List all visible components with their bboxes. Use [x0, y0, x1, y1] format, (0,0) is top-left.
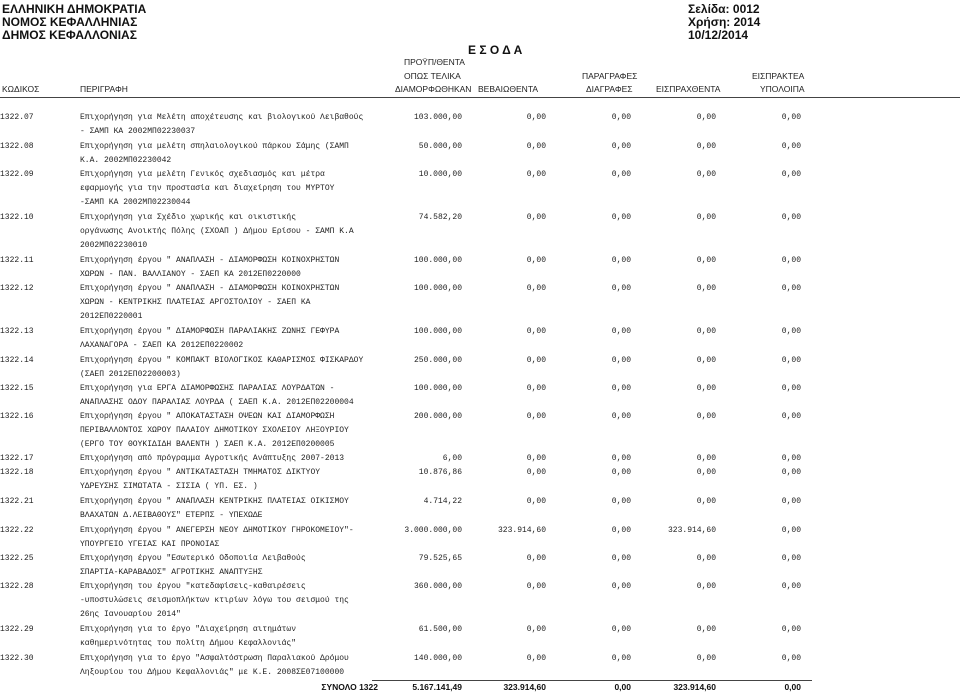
row-remaining: 0,00: [781, 142, 801, 151]
row-budget: 61.500,00: [418, 625, 462, 634]
row-code: 1322.17: [0, 454, 34, 463]
row-deletions: 0,00: [611, 468, 631, 477]
row-budget: 10.876,86: [418, 468, 462, 477]
col-code: ΚΩΔΙΚΟΣ: [2, 84, 40, 94]
row-code: 1322.18: [0, 468, 34, 477]
row-code: 1322.09: [0, 170, 34, 179]
row-budget: 103.000,00: [413, 113, 462, 122]
row-budget: 250.000,00: [413, 356, 462, 365]
row-remaining: 0,00: [781, 384, 801, 393]
row-deletions: 0,00: [611, 582, 631, 591]
row-budget: 74.582,20: [418, 213, 462, 222]
row-description: Επιχορήγηση έργου " ΔΙΑΜΟΡΦΩΣΗ ΠΑΡΑΛΙΑΚΗΣ ΖΩΝΗΣ ΓΕΦΥΡΑ ΛΑΧΑΝΑΓΟΡΑ - ΣΑΕΠ ΚΑ 2012ΕΠ0220002: [80, 327, 340, 350]
row-deletions: 0,00: [611, 142, 631, 151]
row-description: Επιχορήγηση έργου " ΑΝΤΙΚΑΤΑΣΤΑΣΗ ΤΜΗΜΑΤΟΣ ΔΙΚΤΥΟΥ ΥΔΡΕΥΣΗΣ ΣΙΜΩΤΑΤΑ - ΣΙΣΙΑ ( ΥΠ. ΕΣ. ): [80, 468, 321, 491]
col-description: ΠΕΡΙΓΡΑΦΗ: [80, 84, 128, 94]
row-deletions: 0,00: [611, 256, 631, 265]
totals-divider: [372, 680, 812, 681]
row-collected: 0,00: [696, 412, 716, 421]
row-code: 1322.12: [0, 284, 34, 293]
row-deletions: 0,00: [611, 170, 631, 179]
row-budget: 100.000,00: [413, 284, 462, 293]
row-budget: 100.000,00: [413, 384, 462, 393]
row-collected: 0,00: [696, 468, 716, 477]
row-collected: 0,00: [696, 497, 716, 506]
row-remaining: 0,00: [781, 213, 801, 222]
row-certified: 0,00: [526, 384, 546, 393]
row-code: 1322.16: [0, 412, 34, 421]
fiscal-year: Χρήση: 2014: [688, 15, 761, 29]
row-code: 1322.10: [0, 213, 34, 222]
row-deletions: 0,00: [611, 356, 631, 365]
row-budget: 50.000,00: [418, 142, 462, 151]
totals-remaining: 0,00: [784, 682, 801, 692]
row-code: 1322.30: [0, 654, 34, 663]
row-remaining: 0,00: [781, 497, 801, 506]
row-description: Επιχορήγηση έργου " ΑΝΕΓΕΡΣΗ ΝΕΟΥ ΔΗΜΟΤΙΚΟΥ ΓΗΡΟΚΟΜΕΙΟΥ"- ΥΠΟΥΡΓΕΙΟ ΥΓΕΙΑΣ ΚΑΙ ΠΡΟΝΟΙΑΣ: [80, 526, 354, 549]
row-description: Επιχορήγηση για μελέτη σπηλαιολογικού πάρκου Σάμης (ΣΑΜΠ Κ.Α. 2002ΜΠ02230042: [80, 142, 349, 165]
row-code: 1322.28: [0, 582, 34, 591]
col-deletions-top: ΠΑΡΑΓΡΑΦΕΣ: [582, 71, 638, 81]
col-budget: ΔΙΑΜΟΡΦΩΘΗΚΑΝ: [395, 84, 472, 94]
row-collected: 0,00: [696, 384, 716, 393]
org-name-line3: ΔΗΜΟΣ ΚΕΦΑΛΛΟΝΙΑΣ: [2, 28, 137, 42]
row-remaining: 0,00: [781, 468, 801, 477]
row-deletions: 0,00: [611, 327, 631, 336]
row-remaining: 0,00: [781, 526, 801, 535]
row-collected: 0,00: [696, 454, 716, 463]
row-certified: 0,00: [526, 497, 546, 506]
row-remaining: 0,00: [781, 113, 801, 122]
section-title: Ε Σ Ο Δ Α: [468, 43, 523, 57]
row-budget: 140.000,00: [413, 654, 462, 663]
row-remaining: 0,00: [781, 412, 801, 421]
col-certified: ΒΕΒΑΙΩΘΕΝΤΑ: [478, 84, 539, 94]
row-certified: 0,00: [526, 654, 546, 663]
row-budget: 3.000.000,00: [404, 526, 462, 535]
row-certified: 0,00: [526, 170, 546, 179]
page-number: Σελίδα: 0012: [688, 2, 760, 16]
row-code: 1322.29: [0, 625, 34, 634]
row-collected: 0,00: [696, 554, 716, 563]
row-collected: 323.914,60: [667, 526, 716, 535]
row-remaining: 0,00: [781, 654, 801, 663]
row-remaining: 0,00: [781, 356, 801, 365]
row-deletions: 0,00: [611, 497, 631, 506]
totals-budget: 5.167.141,49: [412, 682, 462, 692]
row-deletions: 0,00: [611, 526, 631, 535]
row-code: 1322.08: [0, 142, 34, 151]
row-certified: 0,00: [526, 454, 546, 463]
row-budget: 79.525,65: [418, 554, 462, 563]
org-name-line2: ΝΟΜΟΣ ΚΕΦΑΛΛΗΝΙΑΣ: [2, 15, 138, 29]
row-description: Επιχορήγηση έργου "Εσωτερικό Οδοποιία Λειβαθούς ΣΠΑΡΤΙΑ-ΚΑΡΑΒΑΔΟΣ" ΑΓΡΟΤΙΚΗΣ ΑΝΑΠΤΥΞΗΣ: [80, 554, 306, 577]
row-remaining: 0,00: [781, 625, 801, 634]
row-code: 1322.11: [0, 256, 34, 265]
row-budget: 200.000,00: [413, 412, 462, 421]
row-remaining: 0,00: [781, 454, 801, 463]
row-budget: 100.000,00: [413, 327, 462, 336]
row-description: Επιχορήγηση έργου " ΑΝΑΠΛΑΣΗ - ΔΙΑΜΟΡΦΩΣΗ ΚΟΙΝΟΧΡΗΣΤΩΝ ΧΩΡΩΝ - ΚΕΝΤΡΙΚΗΣ ΠΛΑΤΕΙΑΣ ΑΡΓΟΣΤΟΛΙΟΥ - ΣΑΕΠ ΚΑ 2012ΕΠ0220001: [80, 284, 340, 321]
row-budget: 6,00: [442, 454, 462, 463]
row-remaining: 0,00: [781, 170, 801, 179]
row-deletions: 0,00: [611, 625, 631, 634]
row-collected: 0,00: [696, 625, 716, 634]
row-remaining: 0,00: [781, 327, 801, 336]
report-date: 10/12/2014: [688, 28, 749, 42]
row-code: 1322.07: [0, 113, 34, 122]
row-description: Επιχορήγηση για μελέτη Γενικός σχεδιασμός και μέτρα εφαρμογής για την προστασία και διαχείρηση του ΜΥΡΤΟΥ -ΣΑΜΠ ΚΑ 2002ΜΠ02230044: [80, 170, 335, 207]
row-deletions: 0,00: [611, 654, 631, 663]
row-certified: 0,00: [526, 554, 546, 563]
row-deletions: 0,00: [611, 554, 631, 563]
row-certified: 0,00: [526, 582, 546, 591]
row-deletions: 0,00: [611, 454, 631, 463]
row-certified: 0,00: [526, 113, 546, 122]
row-description: Επιχορήγηση για το έργο "Διαχείρηση αιτημάτων καθημερινότητας του πολίτη Δήμου Κεφαλλονιάς": [80, 625, 297, 648]
row-collected: 0,00: [696, 356, 716, 365]
row-remaining: 0,00: [781, 256, 801, 265]
row-certified: 323.914,60: [497, 526, 546, 535]
org-name-line1: ΕΛΛΗΝΙΚΗ ΔΗΜΟΚΡΑΤΙΑ: [2, 2, 147, 16]
row-deletions: 0,00: [611, 412, 631, 421]
row-collected: 0,00: [696, 113, 716, 122]
row-certified: 0,00: [526, 142, 546, 151]
row-description: Επιχορήγηση για το έργο "Ασφαλτόστρωση Παραλιακού Δρόμου Ληξουρίου του Δήμου Κεφαλλονιάς" με Κ.Ε. 2008ΣΕ07100000: [80, 654, 349, 677]
row-description: Επιχορήγηση για Μελέτη αποχέτευσης και βιολογικού Λειβαθούς - ΣΑΜΠ ΚΑ 2002ΜΠ02230037: [80, 113, 364, 136]
row-certified: 0,00: [526, 625, 546, 634]
row-budget: 360.000,00: [413, 582, 462, 591]
totals-label: ΣΥΝΟΛΟ 1322: [321, 682, 378, 692]
row-collected: 0,00: [696, 284, 716, 293]
row-collected: 0,00: [696, 213, 716, 222]
col-budget-top1: ΠΡΟΫΠ/ΘΕΝΤΑ: [404, 57, 465, 67]
row-certified: 0,00: [526, 468, 546, 477]
col-budget-top2: ΟΠΩΣ ΤΕΛΙΚΑ: [404, 71, 461, 81]
col-collected: ΕΙΣΠΡΑΧΘΕΝΤΑ: [656, 84, 721, 94]
row-code: 1322.25: [0, 554, 34, 563]
col-remaining: ΥΠΟΛΟΙΠΑ: [760, 84, 805, 94]
row-remaining: 0,00: [781, 554, 801, 563]
row-code: 1322.22: [0, 526, 34, 535]
row-description: Επιχορήγηση έργου " ΑΝΑΠΛΑΣΗ ΚΕΝΤΡΙΚΗΣ ΠΛΑΤΕΙΑΣ ΟΙΚΙΣΜΟΥ ΒΛΑΧΑΤΩΝ Δ.ΛΕΙΒΑΘΟΥΣ" ΕΤΕΡΠΣ - ΥΠΕΧΩΔΕ: [80, 497, 349, 520]
row-collected: 0,00: [696, 142, 716, 151]
row-code: 1322.13: [0, 327, 34, 336]
row-deletions: 0,00: [611, 113, 631, 122]
row-collected: 0,00: [696, 654, 716, 663]
row-deletions: 0,00: [611, 213, 631, 222]
row-description: Επιχορήγηση από πρόγραμμα Αγροτικής Ανάπτυξης 2007-2013: [80, 454, 345, 463]
totals-collected: 323.914,60: [673, 682, 716, 692]
row-deletions: 0,00: [611, 284, 631, 293]
row-collected: 0,00: [696, 582, 716, 591]
row-certified: 0,00: [526, 284, 546, 293]
row-budget: 100.000,00: [413, 256, 462, 265]
row-description: Επιχορήγηση του έργου "κατεδαφίσεις-καθαιρέσεις -υποστυλώσεις σεισμοπλήκτων κτιρίων λόγω του σεισμού της 26ης Ιανουαρίου 2014": [80, 582, 349, 619]
row-remaining: 0,00: [781, 582, 801, 591]
row-certified: 0,00: [526, 412, 546, 421]
row-remaining: 0,00: [781, 284, 801, 293]
row-certified: 0,00: [526, 327, 546, 336]
row-collected: 0,00: [696, 327, 716, 336]
row-budget: 10.000,00: [418, 170, 462, 179]
row-description: Επιχορήγηση για Σχέδιο χωρικής και οικιστικής οργάνωσης Ανοικτής Πόλης (ΣΧΟΑΠ ) Δήμου Ερίσου - ΣΑΜΠ Κ.Α 2002ΜΠ02230010: [80, 213, 354, 250]
col-remaining-top: ΕΙΣΠΡΑΚΤΕΑ: [752, 71, 805, 81]
row-certified: 0,00: [526, 356, 546, 365]
row-deletions: 0,00: [611, 384, 631, 393]
header-divider: [0, 97, 960, 98]
row-description: Επιχορήγηση έργου " ΚΟΜΠΑΚΤ ΒΙΟΛΟΓΙΚΟΣ ΚΑΘΑΡΙΣΜΟΣ ΦΙΣΚΑΡΔΟΥ (ΣΑΕΠ 2012ΕΠ02200003): [80, 356, 364, 379]
row-collected: 0,00: [696, 256, 716, 265]
row-code: 1322.21: [0, 497, 34, 506]
row-description: Επιχορήγηση για ΕΡΓΑ ΔΙΑΜΟΡΦΩΣΗΣ ΠΑΡΑΛΙΑΣ ΛΟΥΡΔΑΤΩΝ - ΑΝΑΠΛΑΣΗΣ ΟΔΟΥ ΠΑΡΑΛΙΑΣ ΛΟΥΡΔΑ ( ΣΑΕΠ Κ.Α. 2012ΕΠ02200004: [80, 384, 354, 407]
row-code: 1322.14: [0, 356, 34, 365]
totals-certified: 323.914,60: [503, 682, 546, 692]
col-deletions: ΔΙΑΓΡΑΦΕΣ: [586, 84, 633, 94]
row-certified: 0,00: [526, 213, 546, 222]
totals-deletions: 0,00: [614, 682, 631, 692]
row-budget: 4.714,22: [423, 497, 462, 506]
row-collected: 0,00: [696, 170, 716, 179]
row-description: Επιχορήγηση έργου " ΑΠΟΚΑΤΑΣΤΑΣΗ ΟΨΕΩΝ ΚΑΙ ΔΙΑΜΟΡΦΩΣΗ ΠΕΡΙΒΑΛΛΟΝΤΟΣ ΧΩΡΟΥ ΠΑΛΑΙΟΥ ΔΗΜΟΤΙΚΟΥ ΣΧΟΛΕΙΟΥ ΛΗΞΟΥΡΙΟΥ (ΕΡΓΟ ΤΟΥ ΘΟΥΚΙΔΙΔΗ ΒΑΛΕΝΤΗ ) ΣΑΕΠ Κ.Α. 2012ΕΠ0200005: [80, 412, 349, 449]
row-code: 1322.15: [0, 384, 34, 393]
row-certified: 0,00: [526, 256, 546, 265]
row-description: Επιχορήγηση έργου " ΑΝΑΠΛΑΣΗ - ΔΙΑΜΟΡΦΩΣΗ ΚΟΙΝΟΧΡΗΣΤΩΝ ΧΩΡΩΝ - ΠΑΝ. ΒΑΛΛΙΑΝΟΥ - ΣΑΕΠ ΚΑ 2012ΕΠ0220000: [80, 256, 340, 279]
